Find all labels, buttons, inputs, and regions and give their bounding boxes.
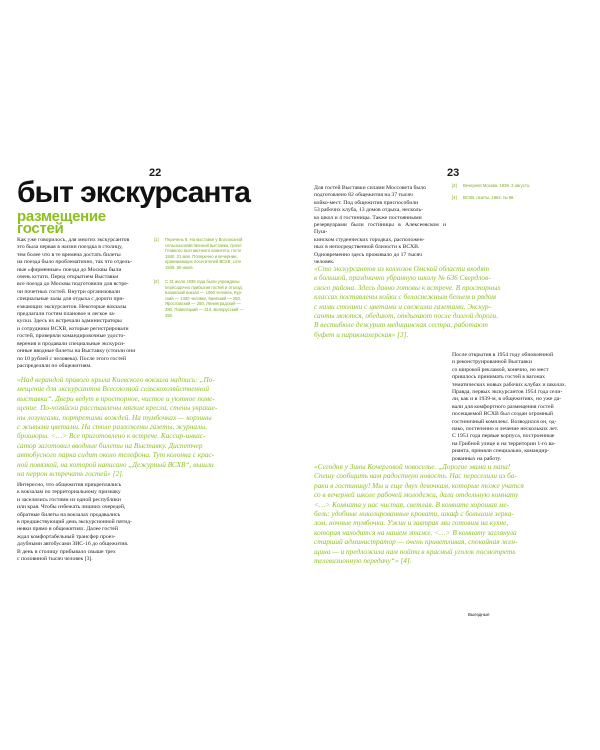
text-line: невки прямо в общежитиях. Далее гостей [17, 526, 118, 533]
text-line: После открытия в 1954 году обновленной [452, 352, 554, 358]
text-line: пересадочно прибытия гостей и отъезд. [165, 284, 243, 290]
text-line: <…> Комната у нас чистая, светлая. В комнате хорошая ме- [314, 499, 510, 509]
text-line: в предшествующий день экскурсионной пятид- [17, 519, 133, 526]
text-line: ли, как и в 1939-м, в общежитиях, но уже да- [452, 396, 562, 403]
text-line: это была первая в жизни поездка в столицу, [17, 244, 123, 251]
text-line: Вечерняя Москва. 1939. 3 августа. [463, 183, 531, 188]
text-line: Главного выставочного комитета, госте [165, 248, 242, 254]
text-line: ждал комфортабельный трансфер проез- [17, 533, 116, 540]
text-line: и сотрудники ВСХВ, которые регистрировали [17, 325, 129, 332]
text-line: онные вводные билеты на Выставку (стоили они [17, 348, 136, 355]
text-line: автобусного парка сидит около телефона. Тут колонка с крас- [17, 450, 215, 460]
text-line: койко-мест. Под общежития приспособили [314, 199, 419, 206]
text-line: щина — и предложила нам пойти в красный уголок посмотреть [314, 546, 516, 556]
text-line: бель: удобные никелированные кровати, шкаф с большим зерка- [314, 509, 514, 519]
body-text-2 [17, 482, 147, 563]
text-line: ны лозунгами, портретами вождей. На тумбочках — корзины [17, 412, 212, 422]
text-line: 1939. 30 июля. [165, 264, 194, 270]
text-line: чи почетных гостей. Внутри организовали [17, 288, 120, 295]
text-line: раки в гостиницу! Мы и еще двух девочкам, которые тоже учатся [314, 480, 524, 490]
text-line: обратные билеты на вокзалах продавались [17, 511, 121, 518]
text-line: на Грибной улице и на территории 1-го ва- [452, 440, 556, 447]
text-line: санты моются, обедают, отдыхают после долгой дороги. [314, 311, 499, 321]
text-line: брошюры. <…> Все приготовлено к встрече. Кассир-инкас- [17, 431, 206, 441]
text-line: ский — 1300 человек, Киевский — 250, [165, 295, 242, 301]
text-line: Спешу сообщить вам радостную новость. Нас переселили из ба- [314, 471, 517, 481]
text-line: гостей, проверяли командировочные удосто- [17, 333, 126, 340]
text-line: Казанский вокзал — 1060 человек, Кур- [165, 290, 243, 296]
footnote-1-text [165, 237, 289, 271]
text-line: гостиничный комплекс. Возводился он, од- [452, 418, 557, 425]
text-line: Для гостей Выставки силами Моссовета было [314, 185, 426, 191]
text-line: езжающих экскурсантов. Некоторые вокзалы [17, 303, 127, 310]
text-line: ского района. Здесь давно готовы к встрече. В просторных [314, 282, 501, 292]
body-text-4 [452, 352, 584, 463]
text-line: которая находится на нашем этаже. <…> В комнату заглянула [314, 527, 517, 537]
text-line: принимающих посетителей ВСХВ, соте [165, 259, 242, 265]
text-line: 1940. 21 мая. Поперечно и вечерние, [165, 253, 238, 259]
quote-2 [314, 264, 586, 339]
text-line: ные «фирменные» поезда до Москвы были [17, 266, 122, 273]
text-line: все поезда до Москвы подготовили для встре- [17, 281, 129, 288]
text-line: тематических новых рабочих клубах и школах. [452, 381, 567, 388]
text-line: сатор заготовил вводные билеты на Выставку. Диспетчер [17, 440, 203, 450]
text-line: на перрон встречать гостей» [2]. [17, 469, 124, 479]
text-line: 53 рабочих клуба, 13 домов отдыха, несколь- [314, 207, 423, 214]
text-line: мещение для экскурсантов Всесоюзной сельскохозяйственной [17, 384, 209, 394]
text-line: тем более что в те времена достать билеты [17, 251, 121, 258]
text-line: предлагали гостям плановое и легкое за- [17, 311, 116, 318]
text-line: буфет и парикмахерская» [3]. [314, 329, 409, 339]
text-line: с половиной тысяч человек [3]. [17, 556, 93, 563]
text-line: со широкой рекламой, конечно, но мест [452, 366, 549, 373]
text-line: 250. [165, 312, 174, 318]
text-line: ных в непосредственной близости к ВСХВ. [314, 244, 420, 251]
footnote-3-number: [3] [452, 183, 457, 188]
text-line: с живыми цветами. На столе разложены газеты, журналы, [17, 422, 207, 432]
footnote-2-number: [2] [154, 279, 159, 284]
body-text-1 [17, 237, 147, 370]
body-text-3 [314, 185, 446, 266]
text-line: 280, Павелецкий — 310, Белорусский — [165, 306, 244, 312]
text-line: Правда, первых экскурсантов 1954 года сели- [452, 389, 563, 396]
text-line: и заселялись гостями из одной республики [17, 496, 121, 503]
text-line: «Сто экскурсантов из колхозов Омской области входят [314, 264, 489, 273]
text-line: по 10 рублей с человека). После этого гостей [17, 355, 126, 362]
text-line: и реконструированной Выставки [452, 359, 532, 366]
text-line: подготовлено 82 общежития на 37 тысяч [314, 192, 413, 199]
subhead-line-2: гостей [17, 220, 64, 237]
text-line: С 31 июля 1939 года были учреждены [165, 279, 240, 284]
text-line: рианта, приняли специально, командир- [452, 448, 550, 455]
text-line: посещаемой ВСХВ был создан огромный [452, 411, 553, 418]
text-line: В день в столицу прибывало свыше трех [17, 548, 116, 555]
footnote-3-text [463, 183, 582, 189]
section-subhead [17, 208, 106, 237]
text-line: телевизионную передачу“» [4]. [314, 556, 412, 566]
footnote-4-number: [4] [452, 195, 457, 200]
section-title: быт экскурсанта [17, 176, 250, 209]
text-line: выставки“. Двери ведут в просторное, чистое и уютное поме- [17, 393, 215, 403]
page-number-right: 23 [447, 167, 460, 179]
text-line: кинском студенческих городках, расположен- [314, 236, 425, 243]
text-line: Одновременно здесь проживало до 17 тысяч [314, 251, 423, 258]
text-line: В вестибюле дежурит медицинская сестра, работают [314, 320, 488, 330]
footer-label: Выездные [468, 612, 490, 617]
text-line: длубными автобусами ЗИС-16 до общежития. [17, 541, 129, 548]
quote-3 [314, 462, 586, 565]
text-line: или края. Чтобы избежать лишних очередей, [17, 504, 126, 511]
text-line: с ними столики с цветами и свежими газетами. Экскур- [314, 301, 492, 311]
text-line: распределяли по общежитиям. [17, 362, 92, 369]
text-line: к вокзалам по территориальному признаку [17, 489, 121, 496]
text-line: верения и продавали специальные экскурси- [17, 340, 126, 347]
text-line: в большой, празднично убранную школу № 636 Свердлов- [314, 273, 491, 283]
text-line: на поезда было проблематично, так что отдель- [17, 259, 132, 266]
footnote-2 [154, 279, 289, 318]
text-line: Интересно, что общежития прикреплялись [17, 482, 122, 488]
text-line: вали для комфортного размещения гостей [452, 403, 554, 410]
text-line: со в вечерней школе рабочей молодежи, дали отдельную комнату [314, 490, 519, 500]
text-line: нако, постепенно и лечение нескольких лет. [452, 426, 559, 433]
footnote-4 [452, 195, 582, 201]
footnote-1-number: [1] [154, 237, 159, 242]
text-line: Перечень 8. На выставке у Всесоюзной [165, 237, 243, 242]
text-line: человек. [314, 259, 335, 266]
text-line: старший администратор — очень приветливая, спокойная жен- [314, 537, 518, 547]
text-line: куски. Здесь их встречали администраторы [17, 318, 122, 325]
text-line: «Над верандой правого крыла Киевского вокзала надпись: „По- [17, 375, 215, 384]
footnote-3 [452, 183, 582, 189]
text-line: щение. По-хозяйски расставлены мягкие кресла, стены украше- [17, 403, 218, 413]
subhead-line-1: размещение [17, 208, 106, 225]
footnote-4-text [463, 195, 582, 201]
text-line: специальные залы для отдыха с дороги при- [17, 296, 125, 303]
page-number-left: 22 [149, 167, 162, 179]
text-line: ной повязкой, на которой написано „Дежурный ВСХВ“, вышли [17, 459, 214, 469]
text-line: рованных на работу. [452, 455, 502, 462]
text-line: лом, ночные тумбочки. Ужин и завтрак мы готовим на кухне, [314, 518, 509, 528]
text-line: классах поставлены койки с белоснежным бельем и рядом [314, 292, 496, 302]
text-line: резервуарами были гостиницы в Алексеевском и Пуш- [314, 222, 446, 236]
text-line: очень кстати. Перед открытием Выставки [17, 274, 119, 281]
text-line: «Сегодня у Зины Кочерговой новоселье. „Дорогие мама и папа! [314, 462, 511, 471]
text-line: С 1951 года первые корпуса, построенные [452, 433, 555, 440]
text-line: Ярославский — 250, Ленинградский — [165, 301, 241, 307]
text-line: ко школ и 4 гостиницы. Также постоянными [314, 214, 422, 221]
footnote-2-text [165, 279, 289, 318]
text-line: пришлось принимать гостей в вагонах [452, 374, 545, 381]
text-line: Как уже говорилось, для многих экскурсантов [17, 237, 130, 243]
quote-1 [17, 375, 292, 478]
text-line: ВСХВ. газеты. 1954. № 96. [463, 195, 515, 200]
footnote-1 [154, 237, 289, 271]
text-line: сельскохозяйственной выставки, проче [165, 242, 242, 248]
